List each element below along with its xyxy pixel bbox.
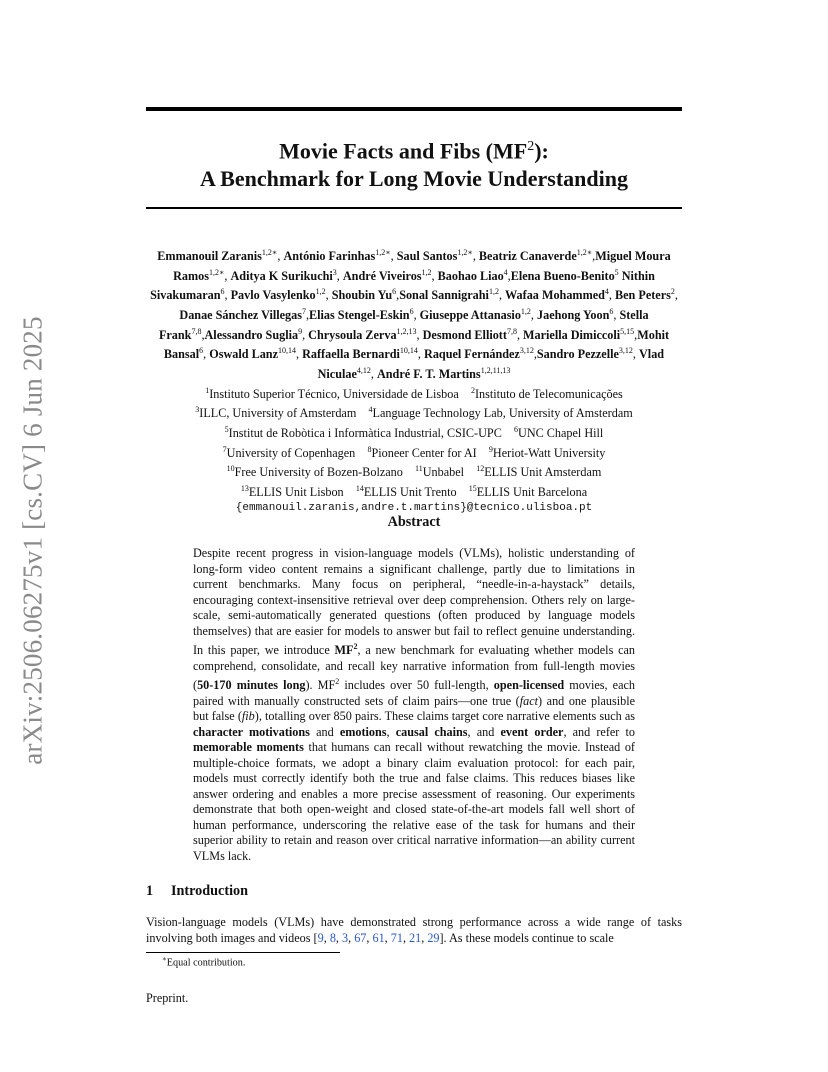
- author-name: Vlad Niculae: [317, 347, 665, 381]
- author-affiliation-mark: 4: [503, 267, 508, 277]
- author-affiliation-mark: 1,2: [488, 287, 499, 297]
- affiliation-name: Unbabel: [422, 465, 465, 480]
- author-name: Shoubin Yu: [331, 288, 393, 303]
- author-name: André F. T. Martins: [376, 367, 481, 381]
- author-affiliation-mark: 10,14: [278, 346, 296, 356]
- author-name: Ben Peters: [615, 288, 671, 303]
- affiliation-name: ELLIS Unit Trento: [363, 484, 457, 499]
- affiliation-name: Pioneer Center for AI: [371, 445, 477, 460]
- author-separator: ,: [507, 268, 511, 283]
- author-separator: ,: [533, 347, 537, 362]
- author-affiliation-mark: 2: [670, 287, 675, 297]
- affiliation-name: Instituto Superior Técnico, Universidade de Lisboa: [209, 386, 459, 401]
- author-affiliation-mark: 1,2∗: [576, 248, 593, 257]
- author-affiliation-mark: 3,12: [519, 346, 534, 356]
- author-affiliation-mark: 1,2∗: [457, 248, 473, 257]
- affiliation-number: 4: [368, 405, 373, 415]
- author-affiliation-mark: 1,2,11,13: [480, 365, 511, 375]
- author-separator: ,: [498, 288, 506, 303]
- author-separator: ,: [370, 367, 377, 381]
- author-name: Nithin Sivakumaran: [150, 268, 655, 303]
- abstract-run: ,: [386, 724, 396, 739]
- author-name: Baohao Liao: [437, 268, 504, 283]
- citation-link[interactable]: 71: [390, 930, 403, 945]
- abstract-run: fib: [241, 709, 255, 724]
- affiliation-line: [146, 481, 682, 501]
- citation-link[interactable]: 3: [342, 930, 349, 945]
- author-affiliation-mark: 6: [220, 287, 225, 297]
- affiliation-line: [146, 442, 682, 462]
- affiliation-number: 10: [226, 464, 235, 474]
- affiliation-name: ILLC, University of Amsterdam: [199, 406, 357, 421]
- author-affiliation-mark: 7,8: [506, 326, 517, 336]
- author-affiliation-mark: 6: [409, 306, 414, 316]
- author-affiliation-mark: 7: [301, 306, 306, 316]
- author-affiliation-mark: 1,2∗: [261, 248, 278, 257]
- affiliation-number: 5: [224, 424, 229, 434]
- author-name: Jaehong Yoon: [537, 308, 610, 323]
- author-separator: ,: [608, 288, 616, 303]
- author-name: Mohit Bansal: [163, 327, 670, 362]
- abstract-run: 2: [335, 677, 340, 687]
- author-name: Miguel Moura Ramos: [173, 249, 671, 283]
- arxiv-id: arXiv:2506.06275v1 [cs.CV] 6 Jun 2025: [17, 315, 48, 765]
- abstract-run: memorable moments: [193, 740, 304, 755]
- affiliation-number: 12: [476, 464, 485, 474]
- author-affiliation-mark: 1,2: [315, 287, 326, 297]
- abstract-run: Despite recent progress in vision-language models (VLMs), holistic understanding of long-form video content remains a significant challenge, partly due to limitations in current benchmarks. Many focus on peripheral, “needle-in-a-haystack” details, encouraging context-insensitive retrieval over deep comprehension. Others rely on large-scale, semi-automatically generated questions (often produced by language models themselves) that are easier for models to answer but fail to reflect genuine understanding. In this paper, we introduce: [193, 546, 635, 658]
- title-line-2: A Benchmark for Long Movie Understanding: [199, 166, 628, 192]
- abstract-run: MF: [334, 643, 354, 658]
- author-affiliation-mark: 1,2∗: [375, 248, 391, 257]
- paper-title: [146, 133, 682, 193]
- author-name: Chrysoula Zerva: [308, 327, 397, 342]
- author-name: Oswald Lanz: [209, 347, 278, 362]
- author-name: Desmond Elliott: [422, 327, 507, 342]
- author-separator: ,: [224, 288, 231, 303]
- abstract-run: , and refer to: [563, 724, 635, 739]
- author-list: [146, 245, 682, 383]
- author-name: Danae Sánchez Villegas: [179, 308, 302, 323]
- affiliation-name: Institut de Robòtica i Informàtica Industrial, CSIC-UPC: [228, 425, 502, 440]
- author-separator: ,: [390, 249, 397, 264]
- footnote-rule: [146, 952, 340, 953]
- footnote: ∗Equal contribution.: [162, 955, 246, 969]
- abstract-run: emotions: [339, 724, 387, 739]
- author-email: {emmanouil.zaranis,andre.t.martins}@tecnico.ulisboa.pt: [235, 501, 593, 514]
- author-name: Raquel Fernández: [424, 347, 520, 362]
- preprint-label: Preprint.: [146, 991, 189, 1005]
- affiliation-number: 6: [514, 424, 519, 434]
- affiliation-name: ELLIS Unit Lisbon: [248, 484, 344, 499]
- affiliation-number: 8: [367, 444, 372, 454]
- author-separator: ,: [277, 249, 284, 264]
- author-name: Giuseppe Attanasio: [419, 308, 521, 323]
- abstract-run: movies, each paired with manually constructed sets of claim pairs—one true (: [193, 678, 635, 708]
- author-name: Sonal Sannigrahi: [399, 288, 489, 303]
- author-separator: ,: [632, 347, 639, 362]
- affiliation-line: [146, 383, 682, 403]
- abstract-run: open-licensed: [493, 678, 565, 693]
- author-name: Alessandro Suglia: [204, 327, 299, 342]
- affiliation-name: Instituto de Telecomunicações: [474, 386, 623, 401]
- affiliation-name: University of Copenhagen: [226, 445, 356, 460]
- author-affiliation-mark: 1,2: [421, 267, 432, 277]
- author-name: Wafaa Mohammed: [505, 288, 605, 303]
- author-affiliation-mark: 6: [199, 346, 204, 356]
- author-separator: ,: [296, 347, 303, 362]
- author-separator: ,: [302, 327, 309, 342]
- affiliation-line: [146, 402, 682, 422]
- abstract-run: ) and one plausible but false (: [193, 693, 635, 724]
- affiliation-number: 9: [488, 444, 493, 454]
- abstract-run: causal chains: [395, 724, 468, 739]
- section-heading: [146, 883, 248, 900]
- author-separator: ,: [413, 308, 420, 323]
- citation-link[interactable]: 8: [329, 930, 336, 945]
- author-name: Elias Stengel-Eskin: [309, 308, 410, 323]
- abstract-run: ), totalling over 850 pairs. These claims target core narrative elements such as: [254, 709, 636, 724]
- author-name: Emmanouil Zaranis: [157, 249, 262, 264]
- author-separator: ,: [305, 308, 309, 323]
- citation-link[interactable]: 61: [372, 930, 385, 945]
- author-separator: ,: [634, 327, 638, 342]
- author-affiliation-mark: 3,12: [618, 346, 633, 356]
- abstract-run: fact: [519, 693, 539, 708]
- abstract-run: , a new benchmark for evaluating whether models can comprehend, consolidate, and recall key narrative information from full-length movies (: [193, 643, 636, 693]
- title-rule-bottom: [146, 207, 682, 209]
- author-separator: ,: [613, 308, 620, 323]
- author-name: Sandro Pezzelle: [536, 347, 619, 362]
- author-name: Pavlo Vasylenko: [230, 288, 316, 303]
- abstract-body: [193, 546, 635, 864]
- author-separator: ,: [336, 268, 343, 283]
- abstract-run: , and: [467, 724, 501, 739]
- author-affiliation-mark: 3: [332, 267, 337, 277]
- author-separator: ,: [592, 249, 596, 264]
- affiliation-number: 14: [355, 483, 364, 493]
- author-separator: ,: [396, 288, 400, 303]
- title-rule-top: [146, 107, 682, 111]
- affiliation-name: Heriot-Watt University: [492, 445, 606, 460]
- affiliation-number: 15: [468, 483, 477, 493]
- author-separator: ,: [472, 249, 479, 264]
- affiliation-name: Language Technology Lab, University of Amsterdam: [372, 406, 633, 421]
- abstract-run: includes over 50 full-length,: [339, 678, 494, 693]
- affiliation-line: [146, 422, 682, 442]
- affiliation-name: Free University of Bozen-Bolzano: [234, 465, 403, 480]
- citation-link[interactable]: 9: [317, 930, 324, 945]
- citation-link[interactable]: 29: [427, 930, 440, 945]
- author-separator: ,: [325, 288, 332, 303]
- citation-link[interactable]: 21: [409, 930, 422, 945]
- intro-paragraph: Vision-language models (VLMs) have demonstrated strong performance across a wide range of tasks involving both images and videos [9, 8, 3, 67, 61, 71, 21, 29]. As these models continue to scale: [146, 915, 682, 945]
- affiliation-number: 1: [205, 385, 210, 395]
- author-separator: ,: [516, 327, 524, 342]
- arxiv-watermark: [12, 310, 54, 770]
- author-separator: ,: [530, 308, 538, 323]
- author-affiliation-mark: 10,14: [399, 346, 418, 356]
- author-separator: ,: [201, 327, 205, 342]
- author-name: Mariella Dimiccoli: [523, 327, 621, 342]
- affiliation-name: ELLIS Unit Amsterdam: [484, 465, 602, 480]
- abstract-run: and: [309, 724, 340, 739]
- author-affiliation-mark: 6: [609, 306, 614, 316]
- affiliation-number: 3: [195, 405, 200, 415]
- author-affiliation-mark: 7,8: [191, 326, 202, 336]
- affiliation-number: 11: [415, 464, 423, 474]
- affiliation-number: 13: [240, 483, 249, 493]
- section-title: Introduction: [171, 883, 248, 899]
- author-separator: ,: [417, 347, 425, 362]
- author-name: Aditya K Surikuchi: [230, 268, 333, 283]
- affiliation-number: 7: [222, 444, 227, 454]
- author-affiliation-mark: 4: [604, 287, 609, 297]
- author-name: Beatriz Canaverde: [478, 249, 577, 264]
- affiliation-name: ELLIS Unit Barcelona: [476, 484, 588, 499]
- citation-link[interactable]: 67: [354, 930, 367, 945]
- author-name: Saul Santos: [396, 249, 458, 264]
- author-separator: ,: [674, 288, 678, 303]
- affiliation-line: [146, 461, 682, 481]
- author-affiliation-mark: 1,2∗: [208, 267, 225, 277]
- title-line-1: Movie Facts and Fibs $(MF^2)$:: [279, 138, 549, 164]
- author-separator: ,: [416, 327, 423, 342]
- author-separator: ,: [431, 268, 438, 283]
- author-name: Elena Bueno-Benito: [510, 268, 615, 283]
- affiliation-number: 2: [470, 385, 475, 395]
- abstract-run: 50-170 minutes long: [197, 678, 306, 693]
- author-affiliation-mark: 1,2,13: [396, 326, 417, 336]
- abstract-run: event order: [500, 724, 564, 739]
- author-name: André Viveiros: [342, 268, 422, 283]
- abstract-run: that humans can recall without rewatching the movie. Instead of multiple-choice formats, we adopt a binary claim evaluation protocol: for each pair, models must correctly identify both the true and false claims. This reduces biases like answer ordering and enables a more precise assessment of reasoning. Our experiments demonstrate that both open-weight and closed state-of-the-art models fall well short of human performance, underscoring the relative ease of the task for humans and their superior ability to retain and reason over critical narrative information—an ability current VLMs lack.: [193, 740, 635, 863]
- author-name: Stella Frank: [158, 308, 649, 342]
- author-block: [146, 245, 682, 516]
- author-affiliation-mark: 5: [614, 267, 619, 277]
- abstract-run: 2: [353, 642, 358, 651]
- abstract-heading: Abstract: [387, 514, 441, 530]
- author-name: Raffaella Bernardi: [302, 347, 400, 362]
- author-affiliation-mark: 6: [392, 287, 397, 297]
- author-affiliation-mark: 5,15: [620, 326, 635, 336]
- author-separator: ,: [224, 268, 231, 283]
- author-affiliation-mark: 9: [298, 326, 303, 336]
- citation-list: 9, 8, 3, 67, 61, 71, 21, 29: [317, 930, 440, 945]
- author-separator: ,: [203, 347, 210, 362]
- affiliation-name: UNC Chapel Hill: [518, 425, 604, 440]
- abstract-run: ). MF: [305, 678, 336, 693]
- abstract-run: character motivations: [193, 724, 310, 739]
- author-affiliation-mark: 4,12: [356, 365, 371, 375]
- section-number: 1: [146, 883, 154, 899]
- affiliation-list: [146, 383, 682, 501]
- author-name: António Farinhas: [283, 249, 376, 264]
- author-affiliation-mark: 1,2: [520, 306, 531, 316]
